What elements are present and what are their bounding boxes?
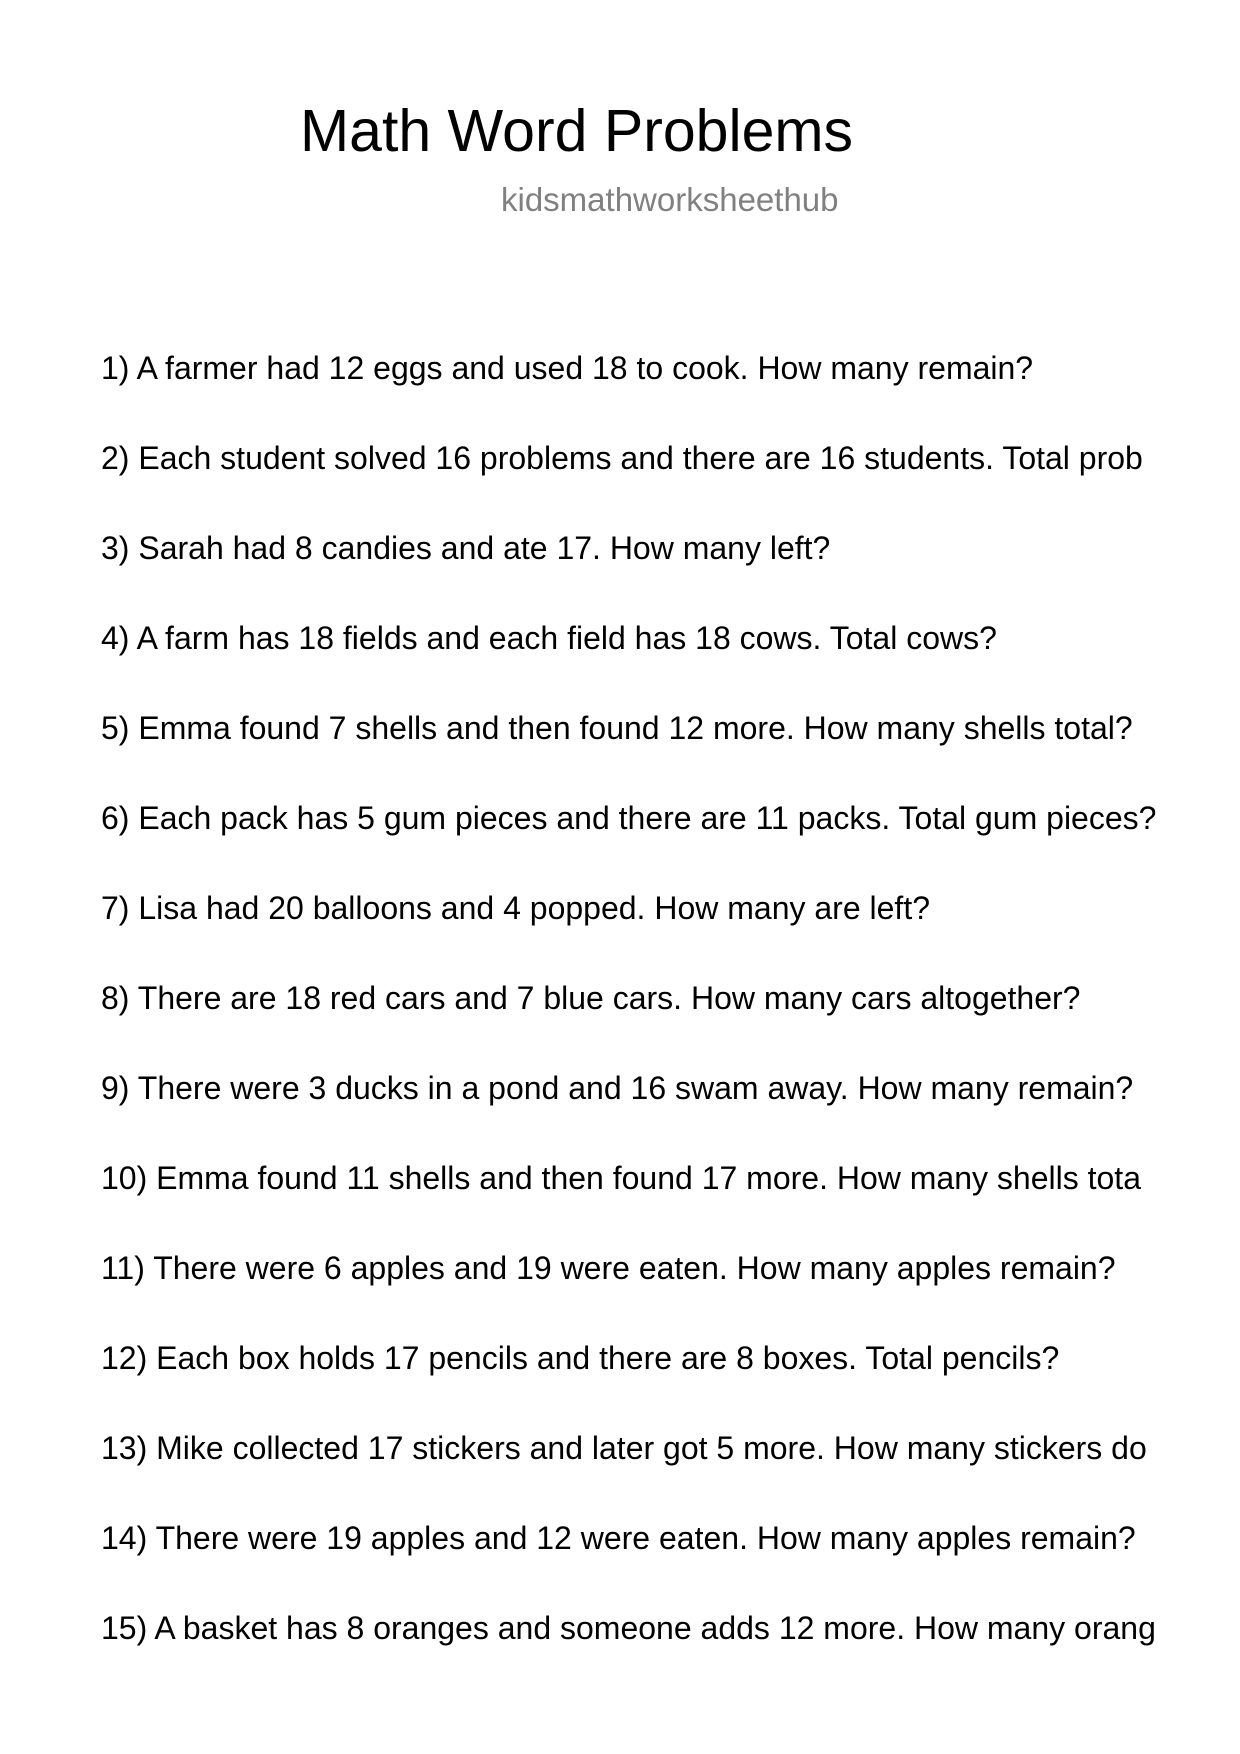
problem-item: 6) Each pack has 5 gum pieces and there are 11 packs. Total gum pieces? xyxy=(101,800,1157,836)
problem-item: 5) Emma found 7 shells and then found 12 more. How many shells total? xyxy=(101,710,1133,746)
problem-item: 9) There were 3 ducks in a pond and 16 swam away. How many remain? xyxy=(101,1070,1134,1106)
problem-item: 10) Emma found 11 shells and then found 17 more. How many shells tota xyxy=(101,1160,1141,1196)
problem-item: 1) A farmer had 12 eggs and used 18 to cook. How many remain? xyxy=(101,350,1034,386)
problem-item: 14) There were 19 apples and 12 were eaten. How many apples remain? xyxy=(101,1520,1136,1556)
page-title: Math Word Problems xyxy=(300,98,854,164)
problem-item: 11) There were 6 apples and 19 were eaten. How many apples remain? xyxy=(101,1250,1116,1286)
problem-list xyxy=(101,348,1240,1698)
problem-item: 13) Mike collected 17 stickers and later got 5 more. How many stickers do xyxy=(101,1430,1147,1466)
problem-item: 12) Each box holds 17 pencils and there are 8 boxes. Total pencils? xyxy=(101,1340,1060,1376)
problem-item: 3) Sarah had 8 candies and ate 17. How many left? xyxy=(101,530,831,566)
problem-item: 4) A farm has 18 fields and each field has 18 cows. Total cows? xyxy=(101,620,997,656)
page-subtitle: kidsmathworksheethub xyxy=(501,181,839,218)
problem-item: 15) A basket has 8 oranges and someone adds 12 more. How many orang xyxy=(101,1610,1156,1646)
problem-item: 7) Lisa had 20 balloons and 4 popped. How many are left? xyxy=(101,890,930,926)
problem-item: 2) Each student solved 16 problems and there are 16 students. Total prob xyxy=(101,440,1143,476)
problem-item: 8) There are 18 red cars and 7 blue cars. How many cars altogether? xyxy=(101,980,1081,1016)
